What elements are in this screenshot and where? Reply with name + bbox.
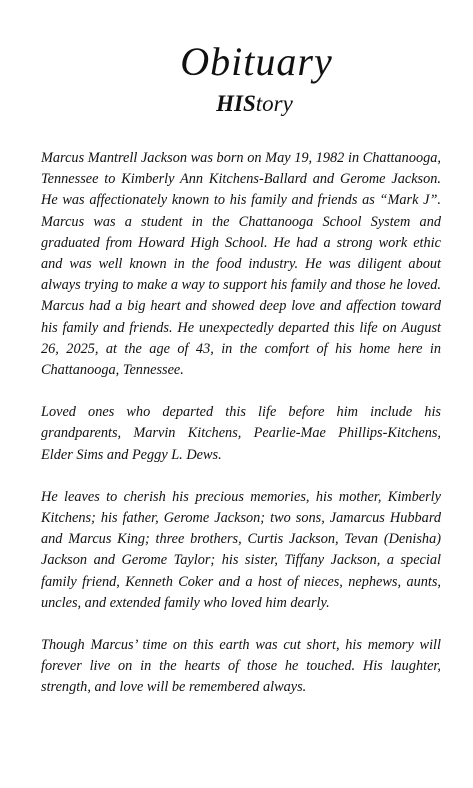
subtitle-rest-part: tory <box>255 91 293 116</box>
paragraph-closing: Though Marcus’ time on this earth was cut short, his memory will forever live on in the hearts of those he touched. His laughter, strength, and love will be remembered always. <box>41 637 441 696</box>
paragraph-predeceased: Loved ones who departed this life before him include his grandparents, Marvin Kitchens, Pearlie-Mae Phillips-Kitchens, Elder Sims and Peggy L. Dews. <box>41 404 441 463</box>
paragraph-survivors: He leaves to cherish his precious memories, his mother, Kimberly Kitchens; his father, Gerome Jackson; two sons, Jamarcus Hubbard and Marcus King; three brothers, Curtis Jackson, Tevan (Denisha) Jackson and Gerome Taylor; his sister, Tiffany Jackson, a special family friend, Kenneth Coker and a host of nieces, nephews, aunts, uncles, and extended family who loved him dearly. <box>41 488 441 611</box>
page-title: Obituary <box>180 39 333 84</box>
paragraph-biography: Marcus Mantrell Jackson was born on May 19, 1982 in Chattanooga, Tennessee to Kimberly Ann Kitchens-Ballard and Gerome Jackson. He was affectionately known to his family and friends as “Mark J”. Marcus was a student in the Chattanooga School System and graduated from Howard High School. He had a strong work ethic and was well known in the food industry. He was diligent about always trying to make a way to support his family and those he loved. Marcus had a big heart and showed deep love and affection toward his family and friends. He unexpectedly departed this life on August 26, 2025, at the age of 43, in the comfort of his home here in Chattanooga, Tennessee. <box>41 150 441 379</box>
subtitle-bold-part: HIS <box>216 91 256 116</box>
obituary-body <box>41 148 441 720</box>
page-subtitle <box>0 90 473 118</box>
